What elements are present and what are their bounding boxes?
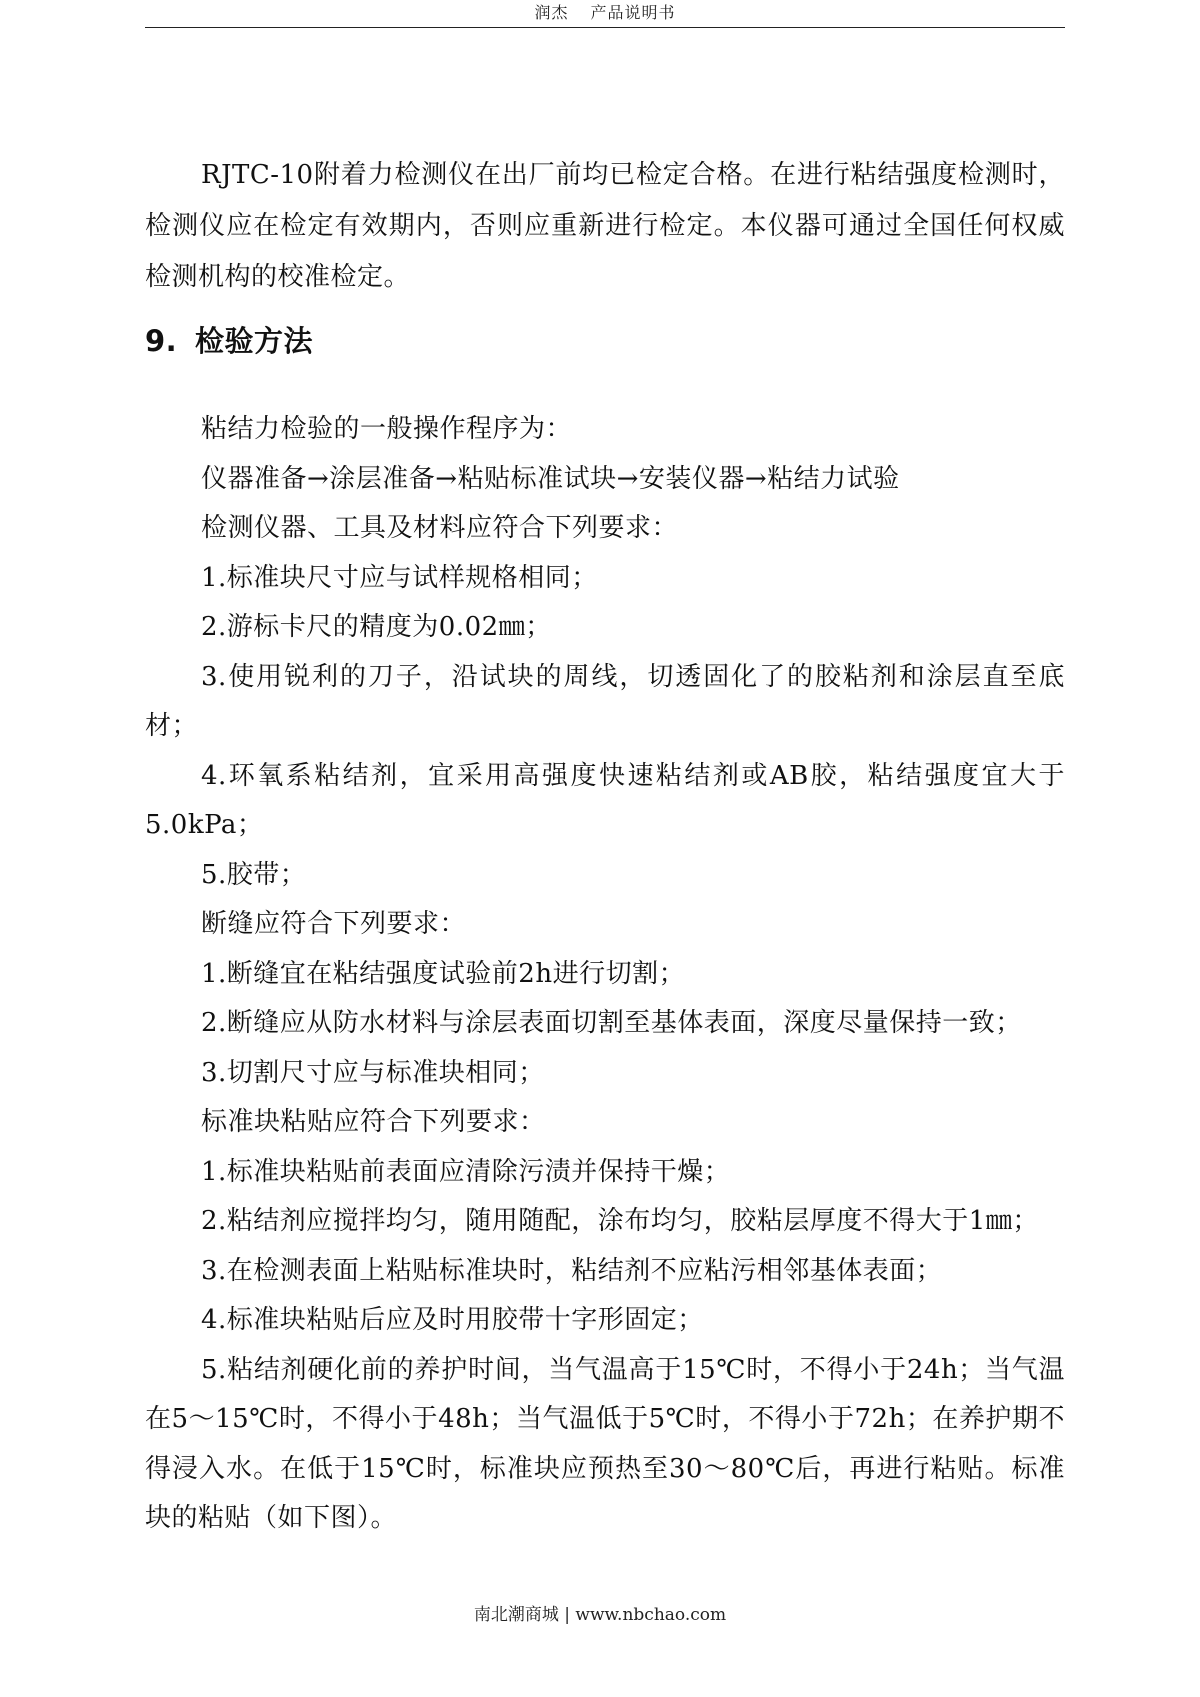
list-item: 4.环氧系粘结剂，宜采用高强度快速粘结剂或AB胶，粘结强度宜大于5.0kPa； (145, 760, 1065, 840)
footer-separator: | (564, 1605, 571, 1625)
footer-url: www.nbchao.com (575, 1605, 727, 1625)
page-content (145, 150, 1065, 1544)
body-line: 断缝应符合下列要求： (201, 909, 467, 939)
list-item: 2.粘结剂应搅拌均匀，随用随配，涂布均匀，胶粘层厚度不得大于1㎜； (201, 1206, 1039, 1236)
list-item: 5.粘结剂硬化前的养护时间，当气温高于15℃时，不得小于24h；当气温在5～15℃时，不得小于48h；当气温低于5℃时，不得小于72h；在养护期不得浸入水。在低于15℃时，标准块应预热至30～80℃后，再进行粘贴。标准块的粘贴（如下图）。 (145, 1354, 1065, 1533)
body-line: 粘结力检验的一般操作程序为： (201, 414, 573, 444)
list-item: 2.游标卡尺的精度为0.02㎜； (201, 612, 552, 642)
list-item: 2.断缝应从防水材料与涂层表面切割至基体表面，深度尽量保持一致； (201, 1008, 1022, 1038)
list-item: 3.切割尺寸应与标准块相同； (201, 1057, 545, 1088)
list-item: 4.标准块粘贴后应及时用胶带十字形固定； (201, 1305, 704, 1335)
list-item: 1.断缝宜在粘结强度试验前2h进行切割； (201, 958, 686, 989)
list-item: 1.标准块尺寸应与试样规格相同； (201, 562, 598, 593)
section-heading (145, 321, 1065, 361)
list-item: 5.胶带； (201, 859, 307, 890)
header-doc-type: 产品说明书 (590, 3, 676, 22)
list-item: 3.在检测表面上粘贴标准块时，粘结剂不应粘污相邻基体表面； (201, 1255, 943, 1286)
body-line: 标准块粘贴应符合下列要求： (201, 1107, 546, 1137)
intro-paragraph: RJTC-10附着力检测仪在出厂前均已检定合格。在进行粘结强度检测时，检测仪应在检定有效期内，否则应重新进行检定。本仪器可通过全国任何权威检测机构的校准检定。 (145, 160, 1065, 292)
section-number: 9. (145, 324, 178, 358)
section-title: 检验方法 (195, 324, 314, 358)
page-footer (0, 1600, 1200, 1625)
footer-site-name: 南北潮商城 (473, 1605, 559, 1625)
page-header (145, 0, 1065, 28)
body-line: 仪器准备→涂层准备→粘贴标准试块→安装仪器→粘结力试验 (201, 463, 900, 494)
list-item: 3.使用锐利的刀子，沿试块的周线，切透固化了的胶粘剂和涂层直至底材； (145, 661, 1065, 741)
list-item: 1.标准块粘贴前表面应清除污渍并保持干燥； (201, 1156, 731, 1187)
body-line: 检测仪器、工具及材料应符合下列要求： (201, 513, 679, 543)
header-company: 润杰 (534, 3, 569, 22)
